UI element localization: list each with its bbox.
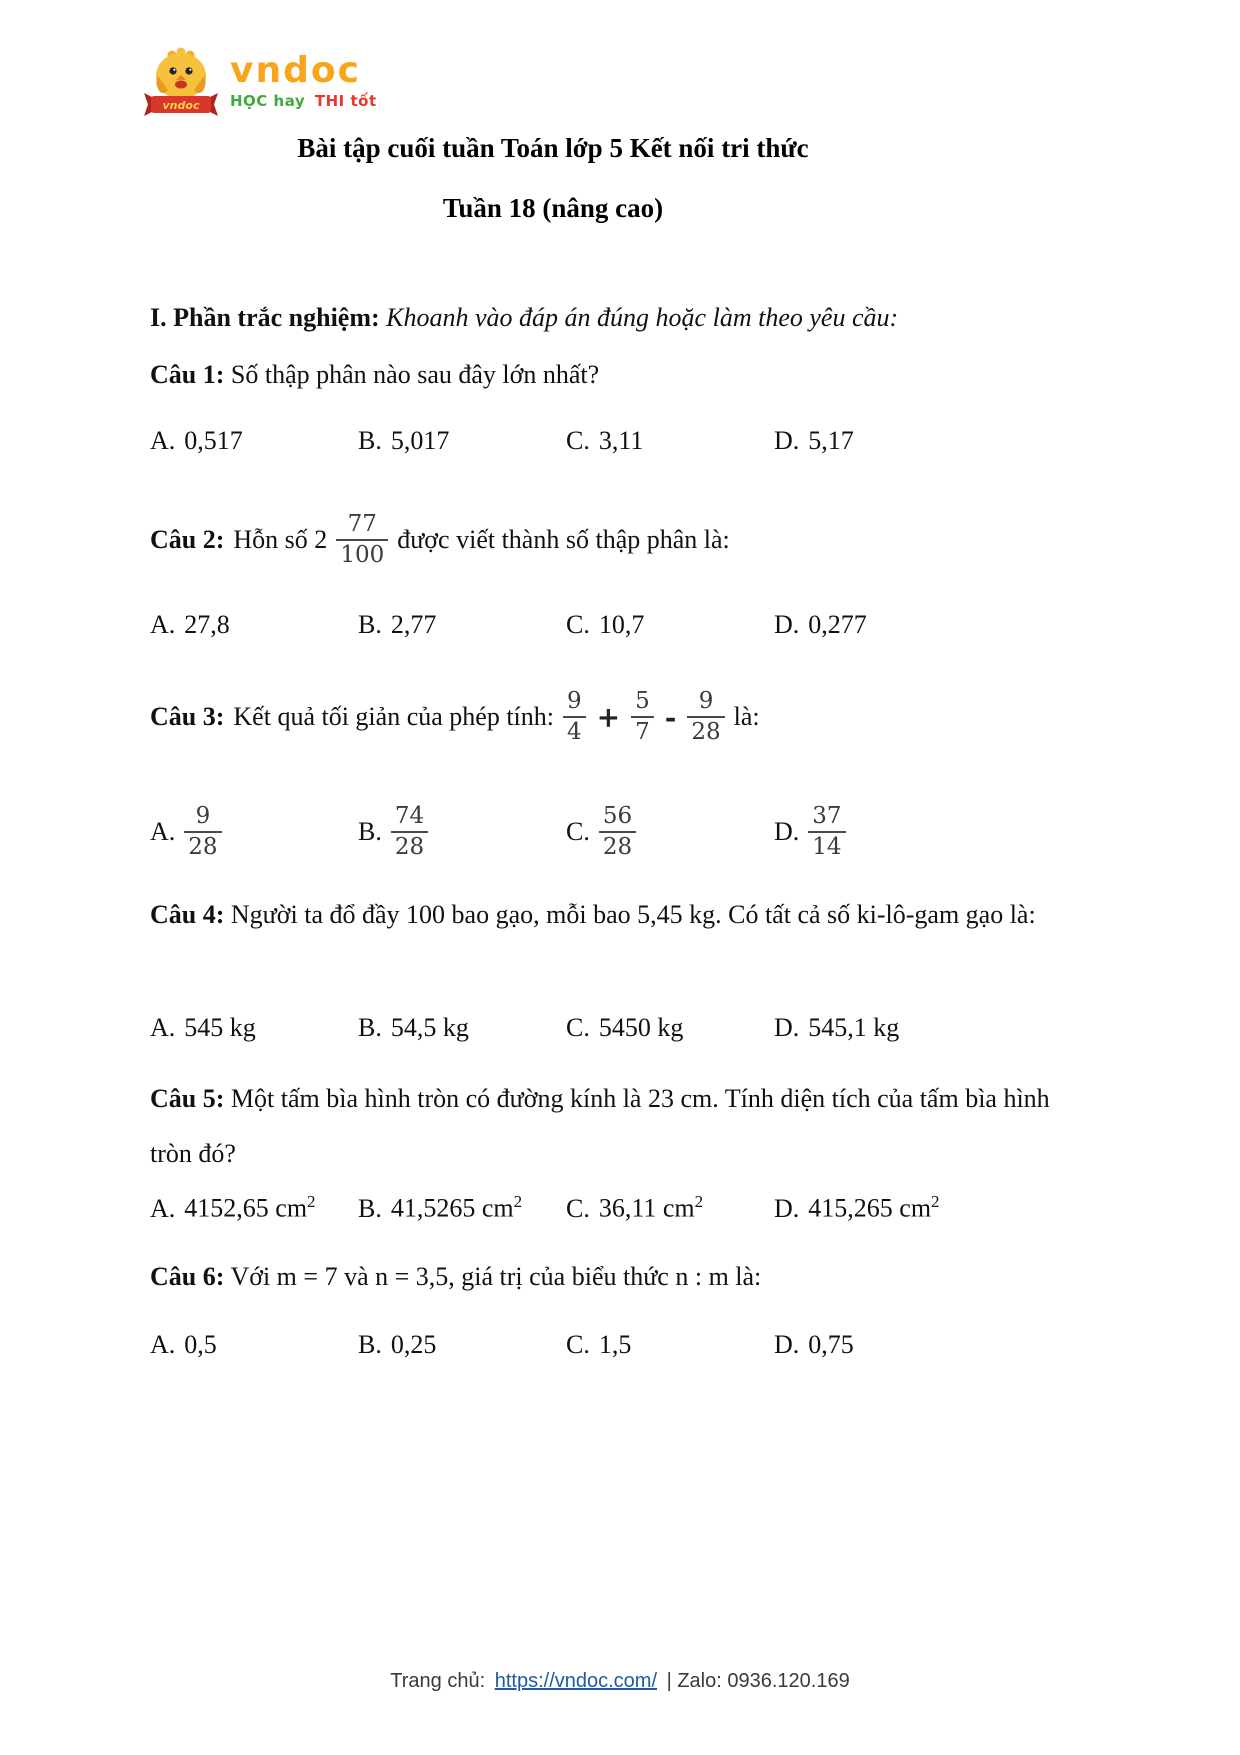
question-2-option-b <box>358 610 566 640</box>
option-key: A. <box>150 817 176 846</box>
question-5-label: Câu 5: <box>150 1084 225 1113</box>
fraction-denominator: 100 <box>336 539 388 570</box>
question-2-option-a <box>150 610 358 640</box>
section-instruction: Khoanh vào đáp án đúng hoặc làm theo yêu cầu: <box>386 303 899 332</box>
fraction-numerator: 9 <box>567 688 582 715</box>
minus-operator: - <box>664 700 677 734</box>
question-1 <box>150 360 1100 390</box>
option-fraction <box>808 802 845 862</box>
option-value: 0,5 <box>184 1330 217 1359</box>
question-2 <box>150 498 1100 582</box>
question-6-option-d <box>774 1330 1100 1360</box>
vndoc-logo <box>142 46 377 116</box>
question-4 <box>150 888 1098 943</box>
question-2-text-before: Hỗn số 2 <box>233 525 328 554</box>
option-key: D. <box>774 1330 800 1359</box>
section-label: I. Phần trắc nghiệm: <box>150 303 380 332</box>
question-3-text-before: Kết quả tối giản của phép tính: <box>233 702 554 731</box>
option-key: D. <box>774 610 800 639</box>
fraction-numerator: 56 <box>602 803 633 830</box>
option-value: 2,77 <box>390 610 437 639</box>
option-key: B. <box>358 817 382 846</box>
question-4-option-b <box>358 1013 566 1043</box>
logo-tagline-green: HỌC hay <box>230 91 306 110</box>
fraction-numerator: 9 <box>698 688 714 715</box>
question-5-text: Một tấm bìa hình tròn có đường kính là 23 cm. Tính diện tích của tấm bìa hình tròn đó? <box>150 1084 1050 1168</box>
option-value: 54,5 kg <box>390 1013 469 1042</box>
option-value: 0,517 <box>184 426 243 455</box>
option-fraction <box>599 802 636 862</box>
option-key: D. <box>774 1013 800 1042</box>
question-1-text: Số thập phân nào sau đây lớn nhất? <box>230 360 600 389</box>
option-value: 0,25 <box>390 1330 437 1359</box>
question-3 <box>150 672 1100 762</box>
question-3-option-a <box>150 790 358 874</box>
question-6 <box>150 1262 1100 1292</box>
question-6-label: Câu 6: <box>150 1262 225 1291</box>
option-value: 36,11 cm <box>598 1193 695 1223</box>
question-3-options <box>150 790 1100 874</box>
fraction-denominator: 4 <box>563 716 586 747</box>
option-value: 10,7 <box>598 610 645 639</box>
fraction-numerator: 74 <box>394 803 425 830</box>
chick-mascot-icon <box>142 46 220 116</box>
option-key: B. <box>358 426 382 455</box>
fraction-numerator: 9 <box>195 803 211 830</box>
option-key: C. <box>566 1193 590 1223</box>
fraction-numerator: 37 <box>812 803 842 830</box>
logo-banner-text: vndoc <box>162 99 200 112</box>
option-key: B. <box>358 1013 382 1042</box>
option-value: 41,5265 cm <box>390 1193 514 1223</box>
question-6-option-c <box>566 1330 774 1360</box>
section-heading <box>150 303 898 333</box>
question-1-option-d <box>774 426 1100 456</box>
option-key: B. <box>358 1330 382 1359</box>
page-subtitle: Tuần 18 (nâng cao) <box>442 193 664 223</box>
option-key: C. <box>566 610 590 639</box>
question-3-option-d <box>774 790 1100 874</box>
question-6-option-b <box>358 1330 566 1360</box>
plus-operator: + <box>596 700 621 734</box>
question-3-option-c <box>566 790 774 874</box>
option-key: B. <box>358 1193 382 1223</box>
option-value: 545,1 kg <box>808 1013 900 1042</box>
question-4-option-c <box>566 1013 774 1043</box>
question-4-options <box>150 1013 1100 1043</box>
option-value: 0,277 <box>808 610 867 639</box>
question-4-option-a <box>150 1013 358 1043</box>
option-value: 5450 kg <box>598 1013 684 1042</box>
footer-zalo: Zalo: 0936.120.169 <box>677 1670 850 1692</box>
question-6-options <box>150 1330 1100 1360</box>
mixed-number-fraction <box>336 510 388 570</box>
option-value: 27,8 <box>184 610 230 639</box>
option-key: A. <box>150 610 176 639</box>
question-5-option-d <box>774 1192 1100 1224</box>
question-3-label: Câu 3: <box>150 702 225 731</box>
question-4-label: Câu 4: <box>150 900 225 929</box>
logo-tagline-red: THI tốt <box>314 91 377 110</box>
question-1-option-c <box>566 426 774 456</box>
question-5-options <box>150 1192 1100 1224</box>
option-key: A. <box>150 1193 176 1223</box>
expression-fraction-3 <box>687 687 724 747</box>
option-key: C. <box>566 426 590 455</box>
question-2-options <box>150 610 1100 640</box>
option-key: A. <box>150 1013 176 1042</box>
option-value: 3,11 <box>598 426 644 455</box>
option-key: D. <box>774 817 800 846</box>
option-value: 4152,65 cm <box>184 1193 308 1223</box>
footer-prefix: Trang chủ: <box>390 1670 486 1692</box>
question-6-option-a <box>150 1330 358 1360</box>
squared-superscript: 2 <box>694 1192 704 1211</box>
question-2-option-d <box>774 610 1100 640</box>
fraction-denominator: 28 <box>184 831 221 862</box>
option-value: 5,017 <box>390 426 450 455</box>
question-4-text: Người ta đổ đầy 100 bao gạo, mỗi bao 5,45 kg. Có tất cả số ki-lô-gam gạo là: <box>230 900 1036 929</box>
fraction-denominator: 28 <box>687 716 724 747</box>
question-3-option-b <box>358 790 566 874</box>
option-value: 5,17 <box>808 426 854 455</box>
option-fraction <box>391 802 428 862</box>
question-4-option-d <box>774 1013 1100 1043</box>
squared-superscript: 2 <box>307 1192 316 1211</box>
option-key: B. <box>358 610 382 639</box>
fraction-denominator: 7 <box>631 716 654 747</box>
expression-fraction-1 <box>563 687 586 747</box>
fraction-denominator: 28 <box>391 831 428 862</box>
option-key: C. <box>566 1013 590 1042</box>
option-key: D. <box>774 426 800 455</box>
page-footer <box>0 1670 1240 1693</box>
question-2-option-c <box>566 610 774 640</box>
question-2-text-after: được viết thành số thập phân là: <box>397 525 730 554</box>
question-1-options <box>150 426 1100 456</box>
option-fraction <box>184 802 221 862</box>
page-title: Bài tập cuối tuần Toán lớp 5 Kết nối tri thức <box>297 133 809 163</box>
fraction-denominator: 28 <box>599 831 636 862</box>
footer-home-link[interactable]: https://vndoc.com/ <box>494 1670 658 1692</box>
footer-separator: | <box>666 1670 672 1692</box>
question-5-option-c <box>566 1192 774 1224</box>
option-key: C. <box>566 817 590 846</box>
option-key: A. <box>150 426 176 455</box>
fraction-denominator: 14 <box>808 831 845 862</box>
logo-brand-text: vndoc <box>230 49 361 91</box>
squared-superscript: 2 <box>513 1192 523 1211</box>
question-1-label: Câu 1: <box>150 360 225 389</box>
option-key: C. <box>566 1330 590 1359</box>
question-5-option-a <box>150 1192 358 1224</box>
option-value: 545 kg <box>184 1013 256 1042</box>
option-value: 1,5 <box>598 1330 632 1359</box>
question-1-option-b <box>358 426 566 456</box>
option-key: D. <box>774 1193 800 1223</box>
question-6-text: Với m = 7 và n = 3,5, giá trị của biểu thức n : m là: <box>230 1262 762 1291</box>
question-3-text-after: là: <box>733 702 760 731</box>
question-1-option-a <box>150 426 358 456</box>
option-value: 0,75 <box>808 1330 854 1359</box>
option-key: A. <box>150 1330 176 1359</box>
fraction-numerator: 77 <box>347 511 377 538</box>
question-5-option-b <box>358 1192 566 1224</box>
expression-fraction-2 <box>631 687 654 747</box>
question-2-label: Câu 2: <box>150 525 225 554</box>
logo-tagline <box>230 92 377 110</box>
fraction-numerator: 5 <box>635 688 650 715</box>
squared-superscript: 2 <box>931 1192 940 1211</box>
question-5 <box>150 1072 1098 1181</box>
option-value: 415,265 cm <box>808 1193 932 1223</box>
